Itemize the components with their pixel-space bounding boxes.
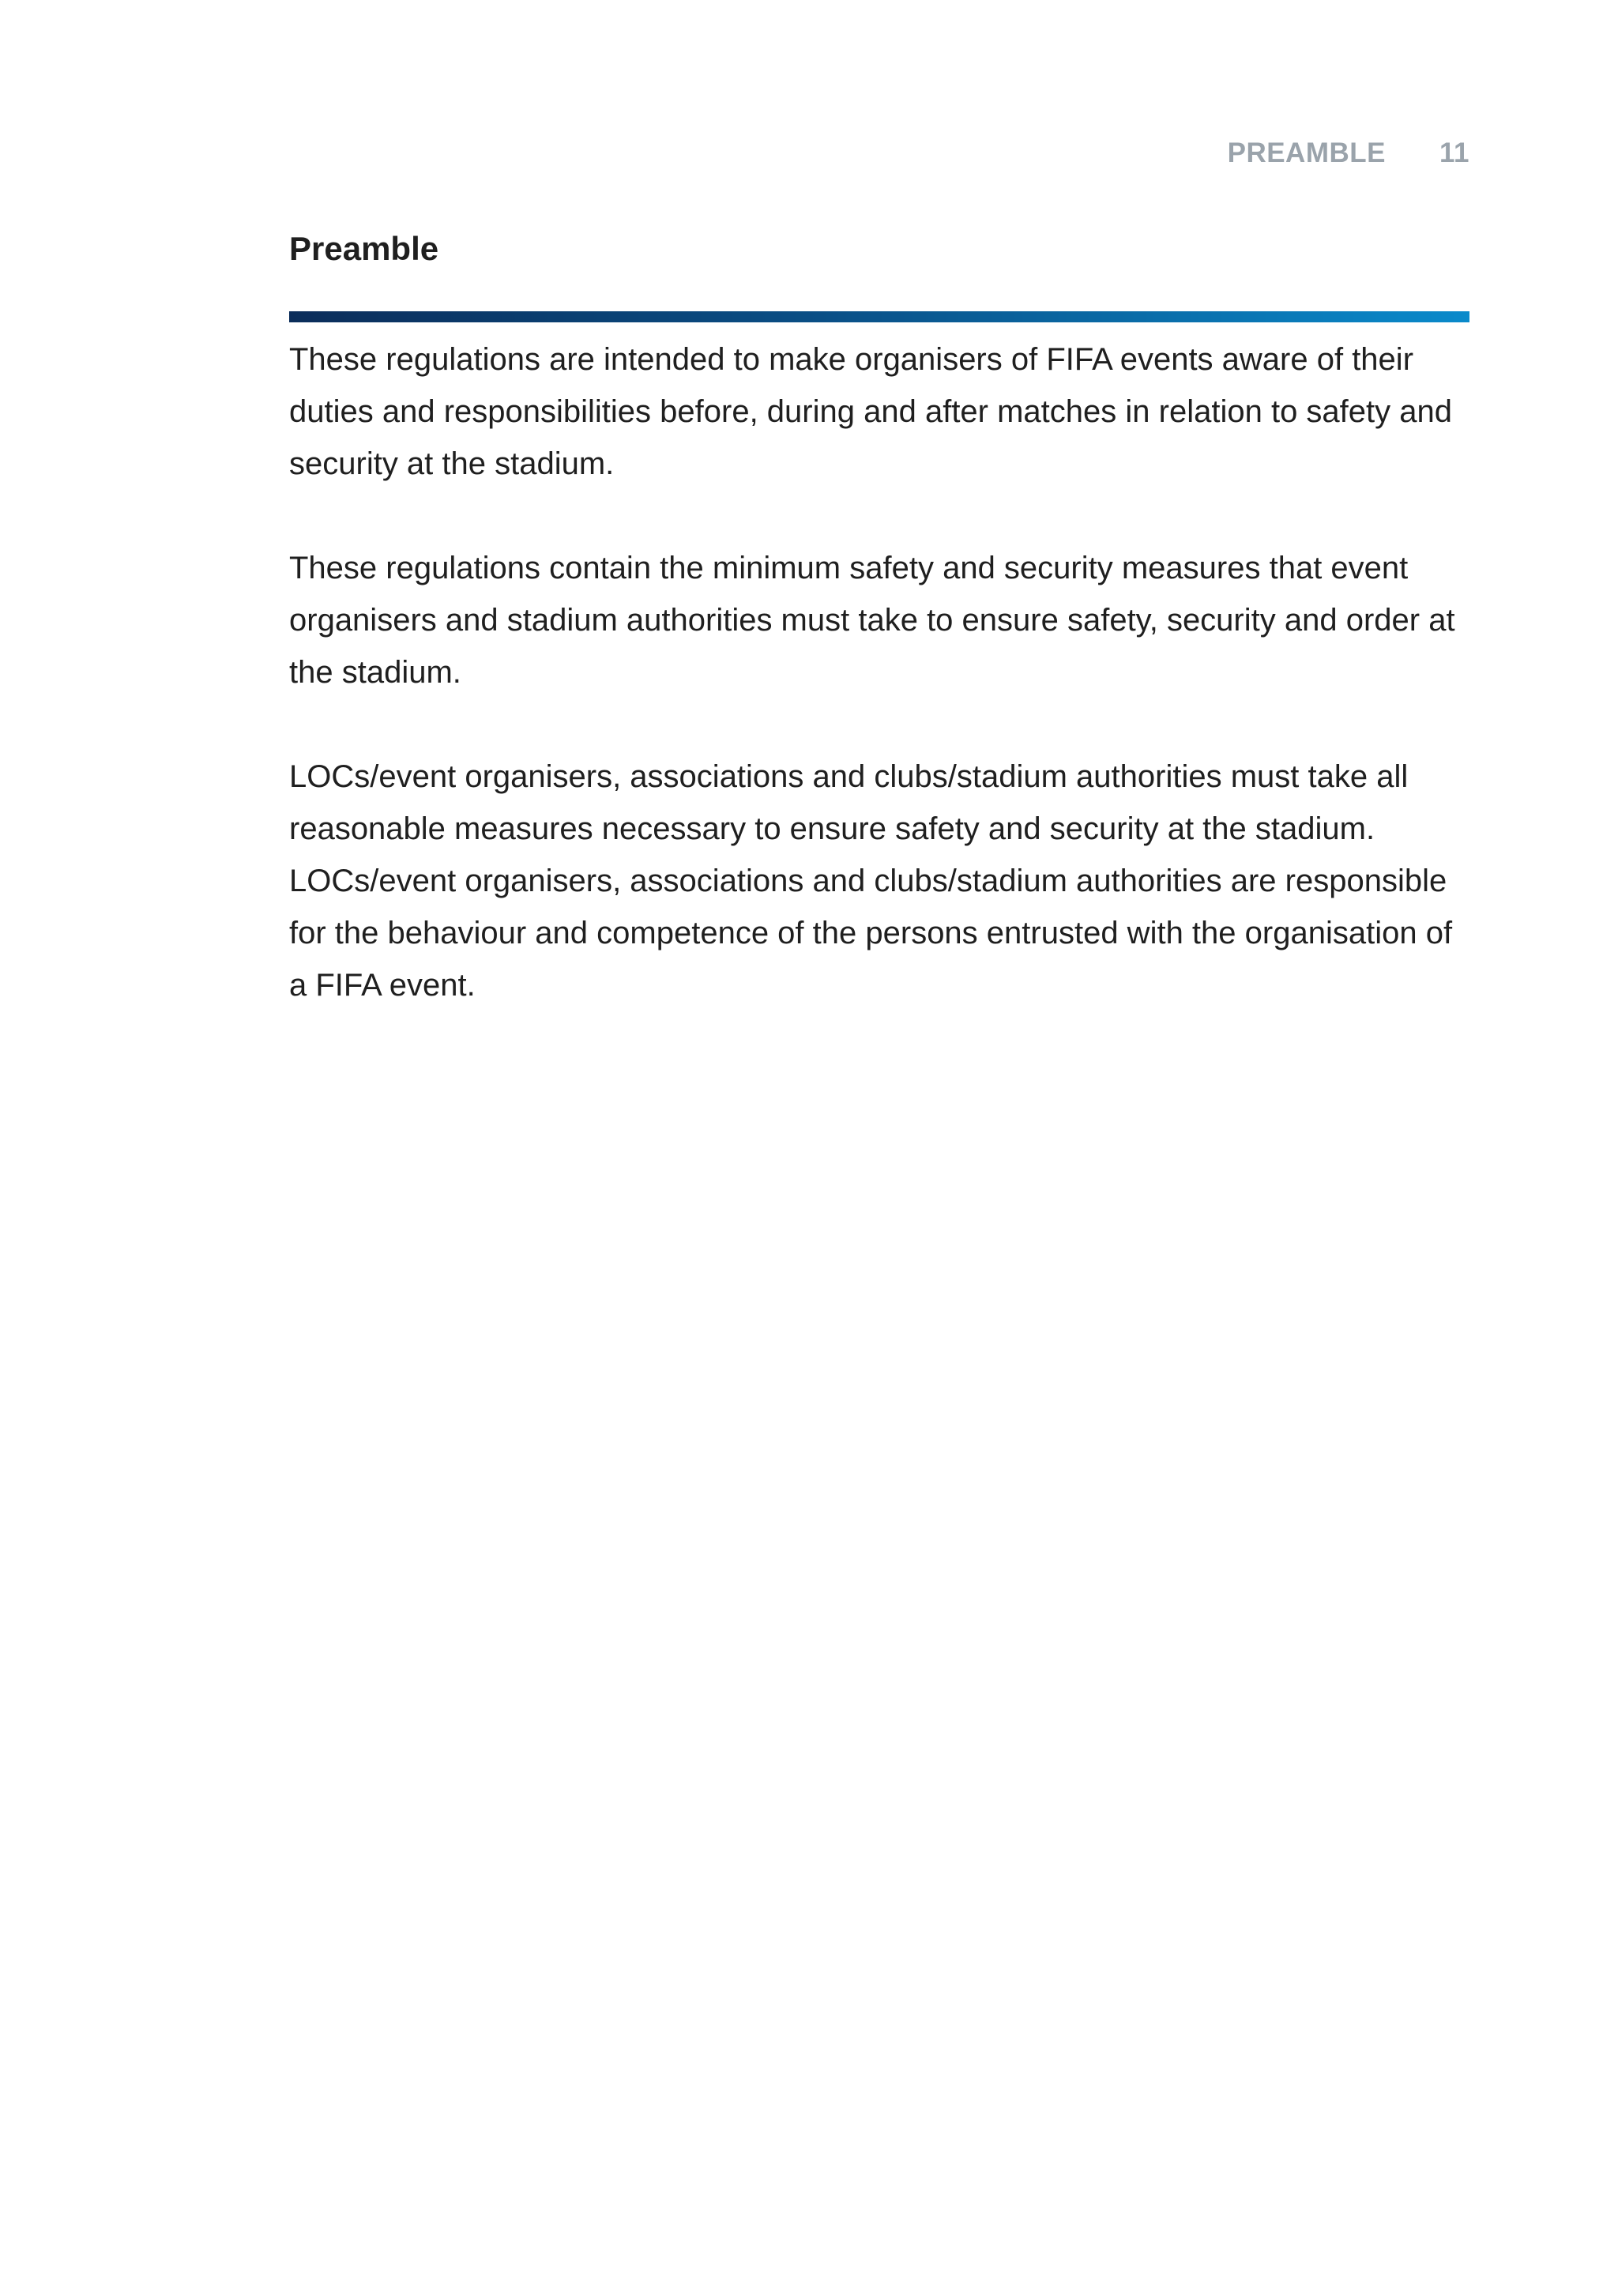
paragraph-3: LOCs/event organisers, associations and clubs/stadium authorities must take all reasonable measures necessary to ensure safety and security at the stadium. LOCs/event organisers, associations and clubs/stadium authorities are responsible for the behaviour and competence of the persons entrusted with the organisation of a FIFA event. [289,759,1453,1003]
paragraph-2: These regulations contain the minimum safety and security measures that event organisers and stadium authorities must take to ensure safety, security and order at the stadium. [289,551,1455,690]
title-divider [289,311,1469,322]
running-header [1228,137,1469,169]
running-header-section: PREAMBLE [1227,137,1386,168]
paragraph-1: These regulations are intended to make organisers of FIFA events aware of their duties and responsibilities before, during and after matches in relation to safety and security at the stadium. [289,342,1452,481]
body-text [289,333,1469,1011]
page-number: 11 [1439,137,1469,168]
page-content [289,226,1469,1063]
section-title: Preamble [289,230,439,267]
